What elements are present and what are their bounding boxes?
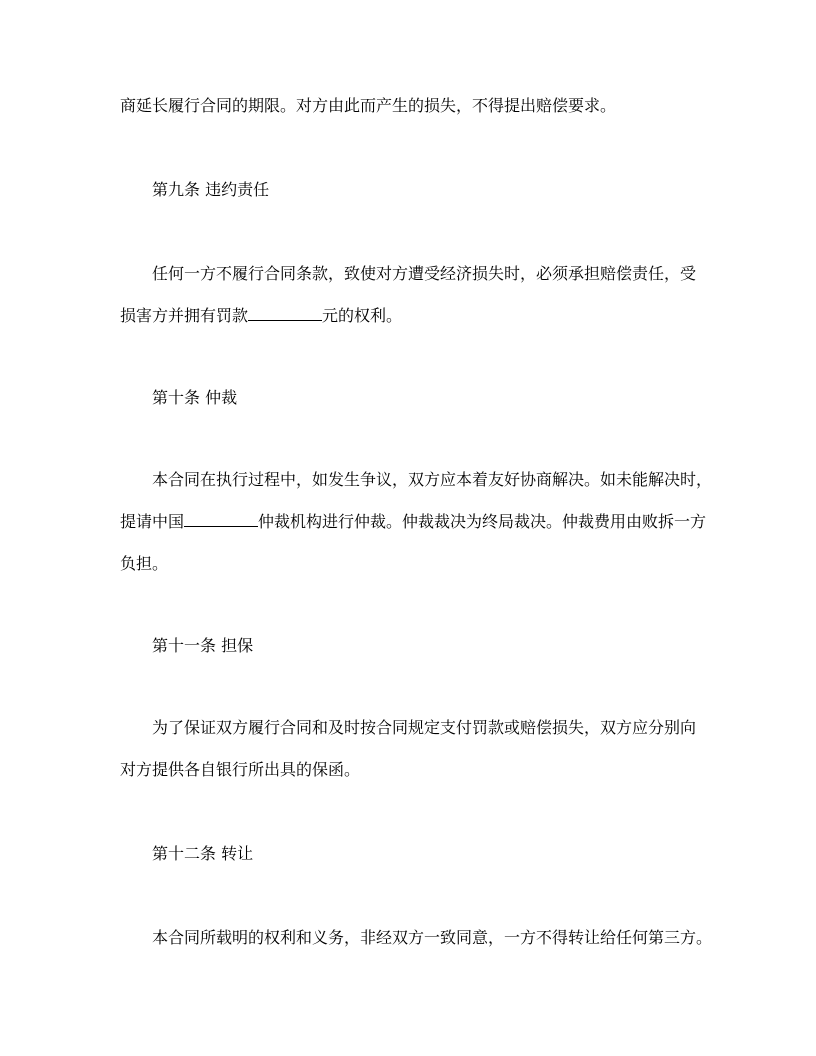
article-12-heading: 第十二条 转让 bbox=[152, 844, 254, 863]
article-11-heading: 第十一条 担保 bbox=[152, 636, 254, 655]
article-10-line-2-text-before: 提请中国 bbox=[120, 512, 185, 531]
article-11-line-2: 对方提供各自银行所出具的保函。 bbox=[120, 760, 361, 779]
article-10-heading: 第十条 仲裁 bbox=[152, 388, 238, 407]
article-9-line-2 bbox=[120, 306, 402, 326]
article-9-line-2-text-before: 损害方并拥有罚款 bbox=[120, 306, 249, 325]
article-10-line-3: 负担。 bbox=[120, 554, 169, 573]
arbitration-body-blank bbox=[184, 512, 258, 527]
article-10-line-2-text-after: 仲裁机构进行仲裁。仲裁裁决为终局裁决。仲裁费用由败拆一方 bbox=[258, 512, 707, 531]
paragraph-line: 商延长履行合同的期限。对方由此而产生的损失，不得提出赔偿要求。 bbox=[120, 96, 617, 115]
article-10-line-2 bbox=[120, 512, 706, 532]
article-9-line-2-text-after: 元的权利。 bbox=[322, 306, 403, 325]
article-9-line-1: 任何一方不履行合同条款，致使对方遭受经济损失时，必须承担赔偿责任，受 bbox=[152, 264, 697, 283]
article-12-line-1: 本合同所载明的权利和义务，非经双方一致同意，一方不得转让给任何第三方。 bbox=[152, 928, 713, 947]
article-9-heading: 第九条 违约责任 bbox=[152, 180, 270, 199]
article-11-line-1: 为了保证双方履行合同和及时按合同规定支付罚款或赔偿损失，双方应分别向 bbox=[152, 718, 697, 737]
penalty-amount-blank bbox=[248, 306, 322, 321]
article-10-line-1: 本合同在执行过程中，如发生争议，双方应本着友好协商解决。如未能解决时， bbox=[152, 470, 713, 489]
